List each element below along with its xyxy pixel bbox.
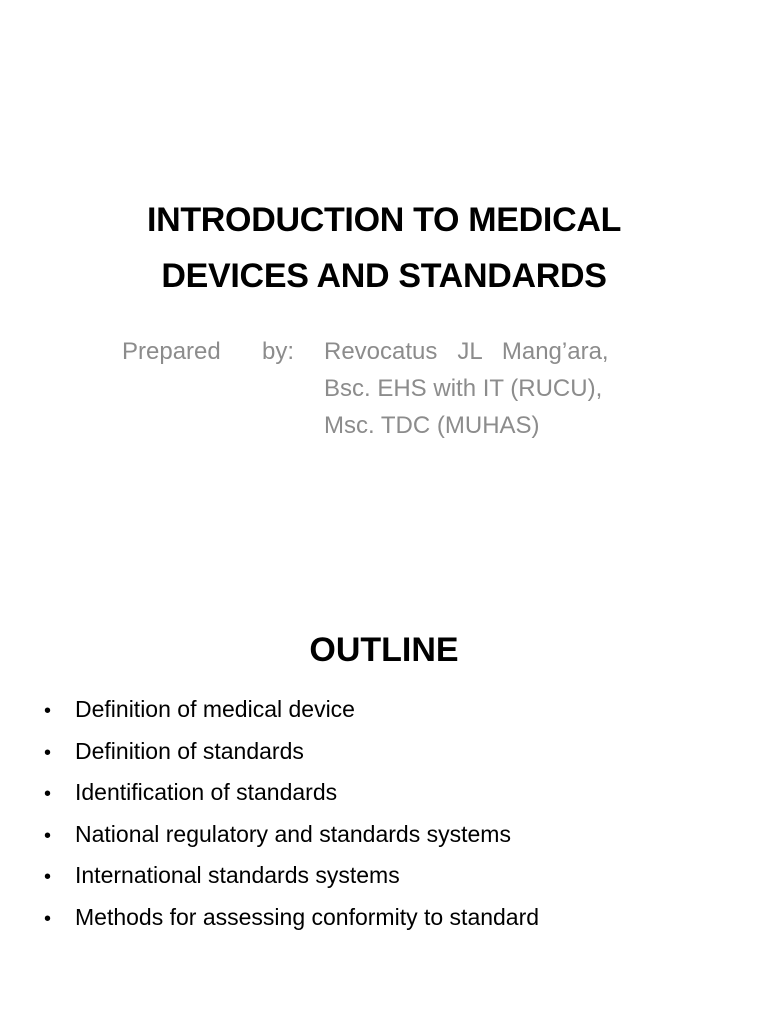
slide-title-line-1: INTRODUCTION TO MEDICAL xyxy=(146,201,622,239)
list-item-text: Definition of medical device xyxy=(75,696,355,722)
bullet-icon: • xyxy=(44,824,52,847)
author-degree-1: Bsc. EHS with IT (RUCU), xyxy=(324,375,603,402)
author-line-2 xyxy=(122,370,652,407)
list-item-text: Identification of standards xyxy=(75,779,338,806)
author-line-3 xyxy=(122,407,652,444)
slide-title xyxy=(40,192,728,304)
by-label: by: xyxy=(262,338,295,365)
list-item-text: Definition of standards xyxy=(75,737,304,764)
list-item-text: International standards systems xyxy=(75,862,400,889)
bullet-icon: • xyxy=(44,741,52,764)
list-item xyxy=(44,779,539,821)
list-item xyxy=(44,738,539,780)
author-name: Revocatus JL Mang’ara, xyxy=(324,338,609,365)
list-item xyxy=(44,696,539,738)
list-item-text: National regulatory and standards systems xyxy=(75,820,511,847)
bullet-icon: • xyxy=(44,783,52,806)
list-item xyxy=(44,862,539,904)
slide-title-line-2: DEVICES AND STANDARDS xyxy=(161,257,607,295)
list-item xyxy=(44,821,539,863)
bullet-icon: • xyxy=(44,866,52,889)
author-block xyxy=(122,333,652,444)
author-line-1 xyxy=(122,333,652,370)
prepared-label: Prepared xyxy=(122,338,221,365)
list-item-text: Methods for assessing conformity to standard xyxy=(75,903,540,930)
bullet-icon: • xyxy=(44,700,52,722)
outline-title: OUTLINE xyxy=(309,631,459,669)
outline-slide xyxy=(0,512,768,1024)
author-degree-2: Msc. TDC (MUHAS) xyxy=(324,412,540,439)
list-item xyxy=(44,904,539,946)
outline-list xyxy=(44,696,539,946)
bullet-icon: • xyxy=(44,907,52,930)
